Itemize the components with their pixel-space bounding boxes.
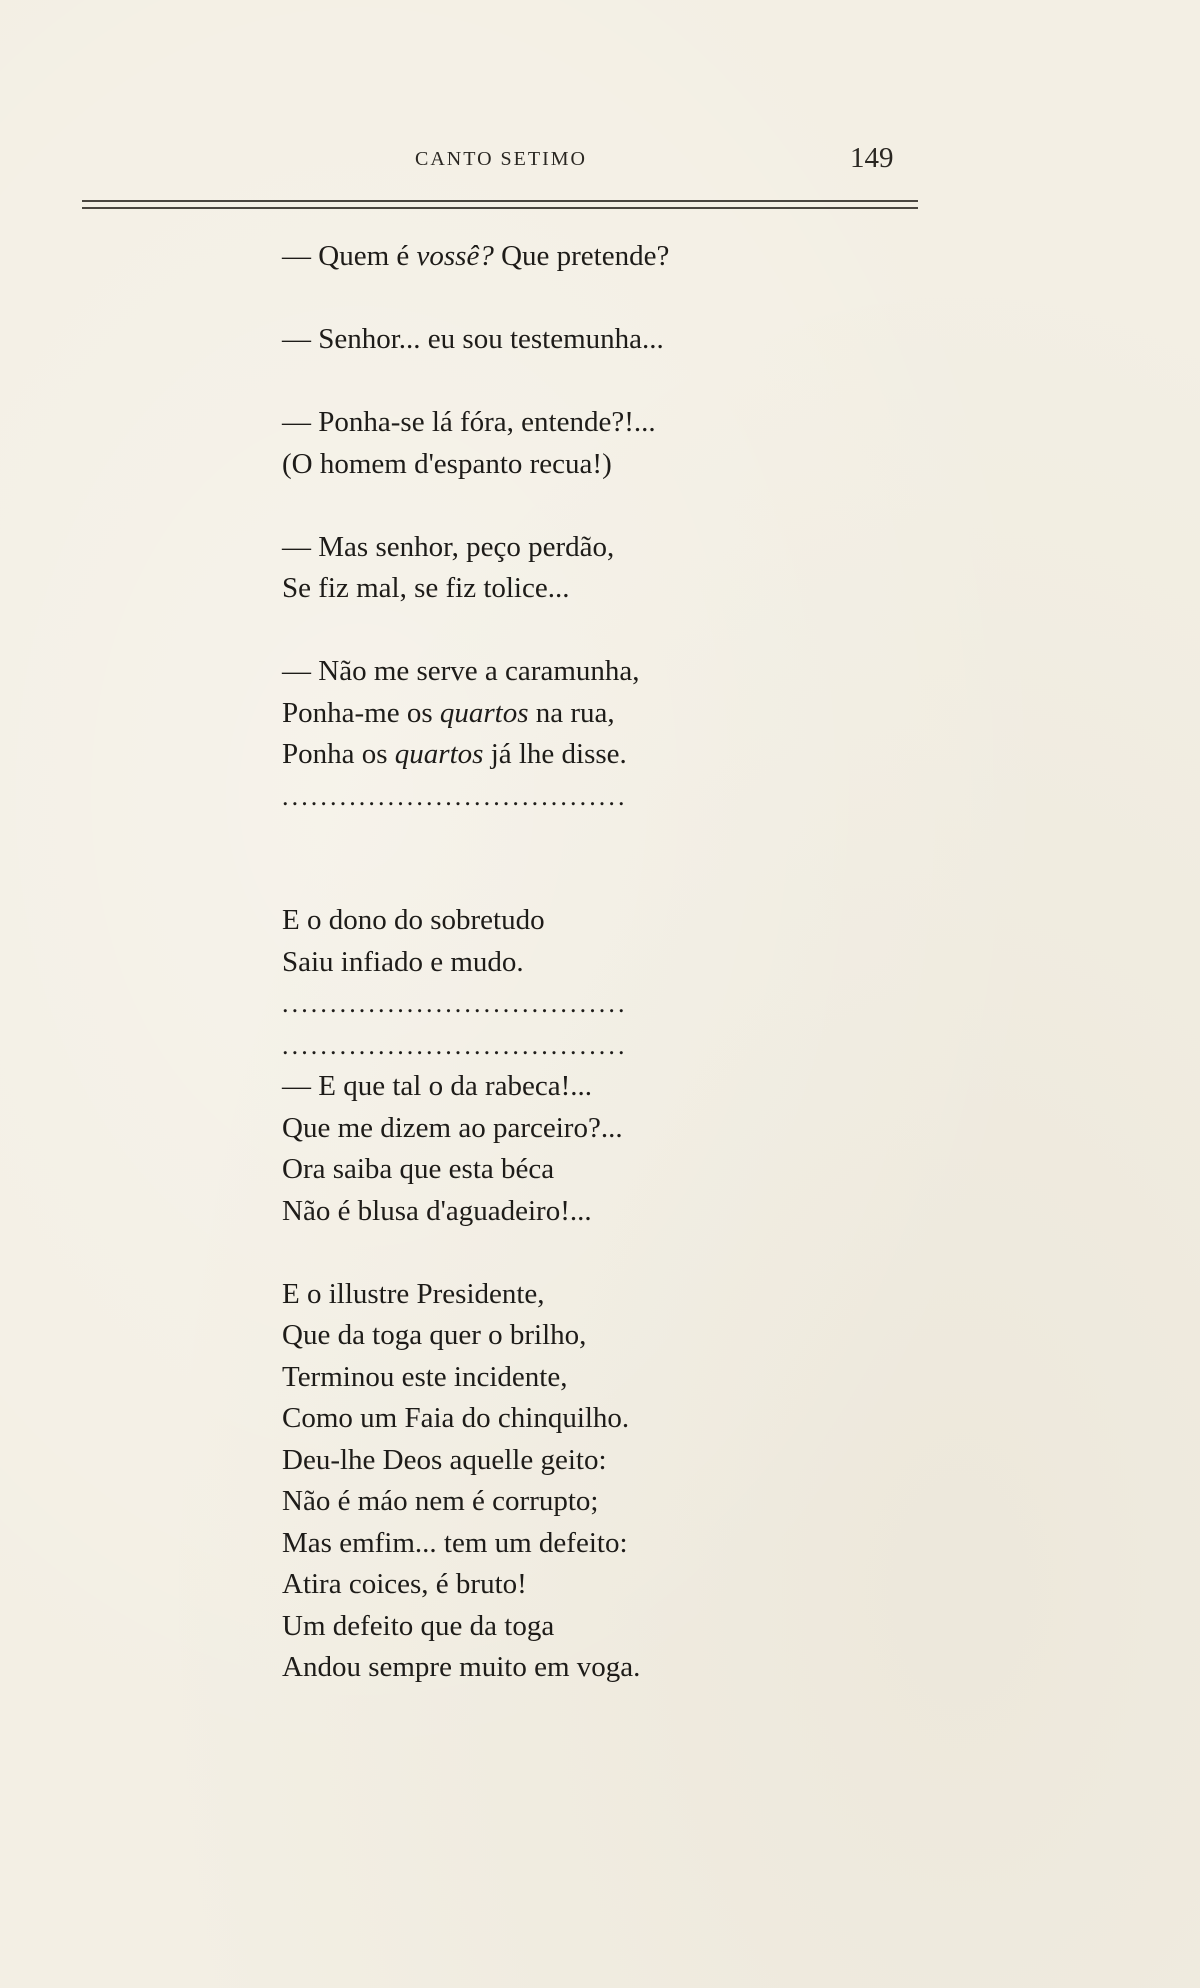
stanza-gap: [282, 361, 842, 403]
verse-line: Não é blusa d'aguadeiro!...: [282, 1194, 592, 1227]
verse-line: [282, 693, 842, 735]
verse-line: Como um Faia do chinquilho.: [282, 1402, 630, 1434]
verse-line: E o dono do sobretudo: [282, 904, 545, 936]
verse-fragment: já lhe disse.: [483, 738, 627, 770]
verse-line: — Não me serve a caramunha,: [282, 655, 640, 687]
verse-fragment: Que pretende?: [493, 240, 670, 272]
verse-line: Não é máo nem é corrupto;: [282, 1485, 599, 1517]
verse-line: Terminou este incidente,: [282, 1360, 568, 1393]
verse-italic: vossê?: [416, 240, 494, 272]
stanza-gap: [282, 278, 842, 320]
verse-line: Atira coices, é bruto!: [282, 1568, 527, 1600]
verse-line: Um defeito que da toga: [282, 1609, 555, 1642]
verse-line: Mas emfim... tem um defeito:: [282, 1526, 628, 1559]
verse-line: [282, 236, 842, 278]
header-rule-bottom: [82, 207, 918, 209]
verse-line: — Senhor... eu sou testemunha...: [282, 323, 664, 355]
verse-fragment: — Quem é: [282, 240, 417, 272]
stanza-gap: [282, 817, 842, 900]
verse-line: Andou sempre muito em voga.: [282, 1651, 641, 1683]
ellipsis-row: ....................................: [282, 989, 628, 1018]
stanza-gap: [282, 485, 842, 527]
verse-fragment: na rua,: [528, 696, 615, 729]
verse-line: Se fiz mal, se fiz tolice...: [282, 572, 570, 604]
verse-line: Saiu infiado e mudo.: [282, 945, 524, 978]
running-title: CANTO SETIMO: [415, 148, 587, 170]
verse-line: [282, 734, 842, 776]
ellipsis-row: ....................................: [282, 1030, 628, 1060]
page-number: 149: [850, 142, 894, 174]
poem-text: [282, 236, 842, 1689]
verse-line: Que da toga quer o brilho,: [282, 1319, 587, 1351]
verse-italic: quartos: [439, 696, 529, 729]
verse-line: — Mas senhor, peço perdão,: [282, 530, 615, 563]
verse-italic: quartos: [394, 738, 484, 770]
page-header: [0, 142, 1200, 182]
verse-fragment: Ponha-me os: [282, 696, 440, 729]
verse-line: Ora saiba que esta béca: [282, 1153, 555, 1185]
verse-line: Que me dizem ao parceiro?...: [282, 1111, 623, 1144]
verse-fragment: Ponha os: [282, 738, 395, 770]
stanza-gap: [282, 610, 842, 652]
verse-line: E o illustre Presidente,: [282, 1277, 545, 1310]
verse-line: — Ponha-se lá fóra, entende?!...: [282, 406, 656, 438]
ellipsis-row: ....................................: [282, 781, 628, 811]
stanza-gap: [282, 1232, 842, 1274]
header-rule-top: [82, 200, 918, 202]
verse-line: (O homem d'espanto recua!): [282, 447, 612, 480]
verse-line: Deu-lhe Deos aquelle geito:: [282, 1443, 607, 1476]
verse-line: — E que tal o da rabeca!...: [282, 1070, 592, 1102]
